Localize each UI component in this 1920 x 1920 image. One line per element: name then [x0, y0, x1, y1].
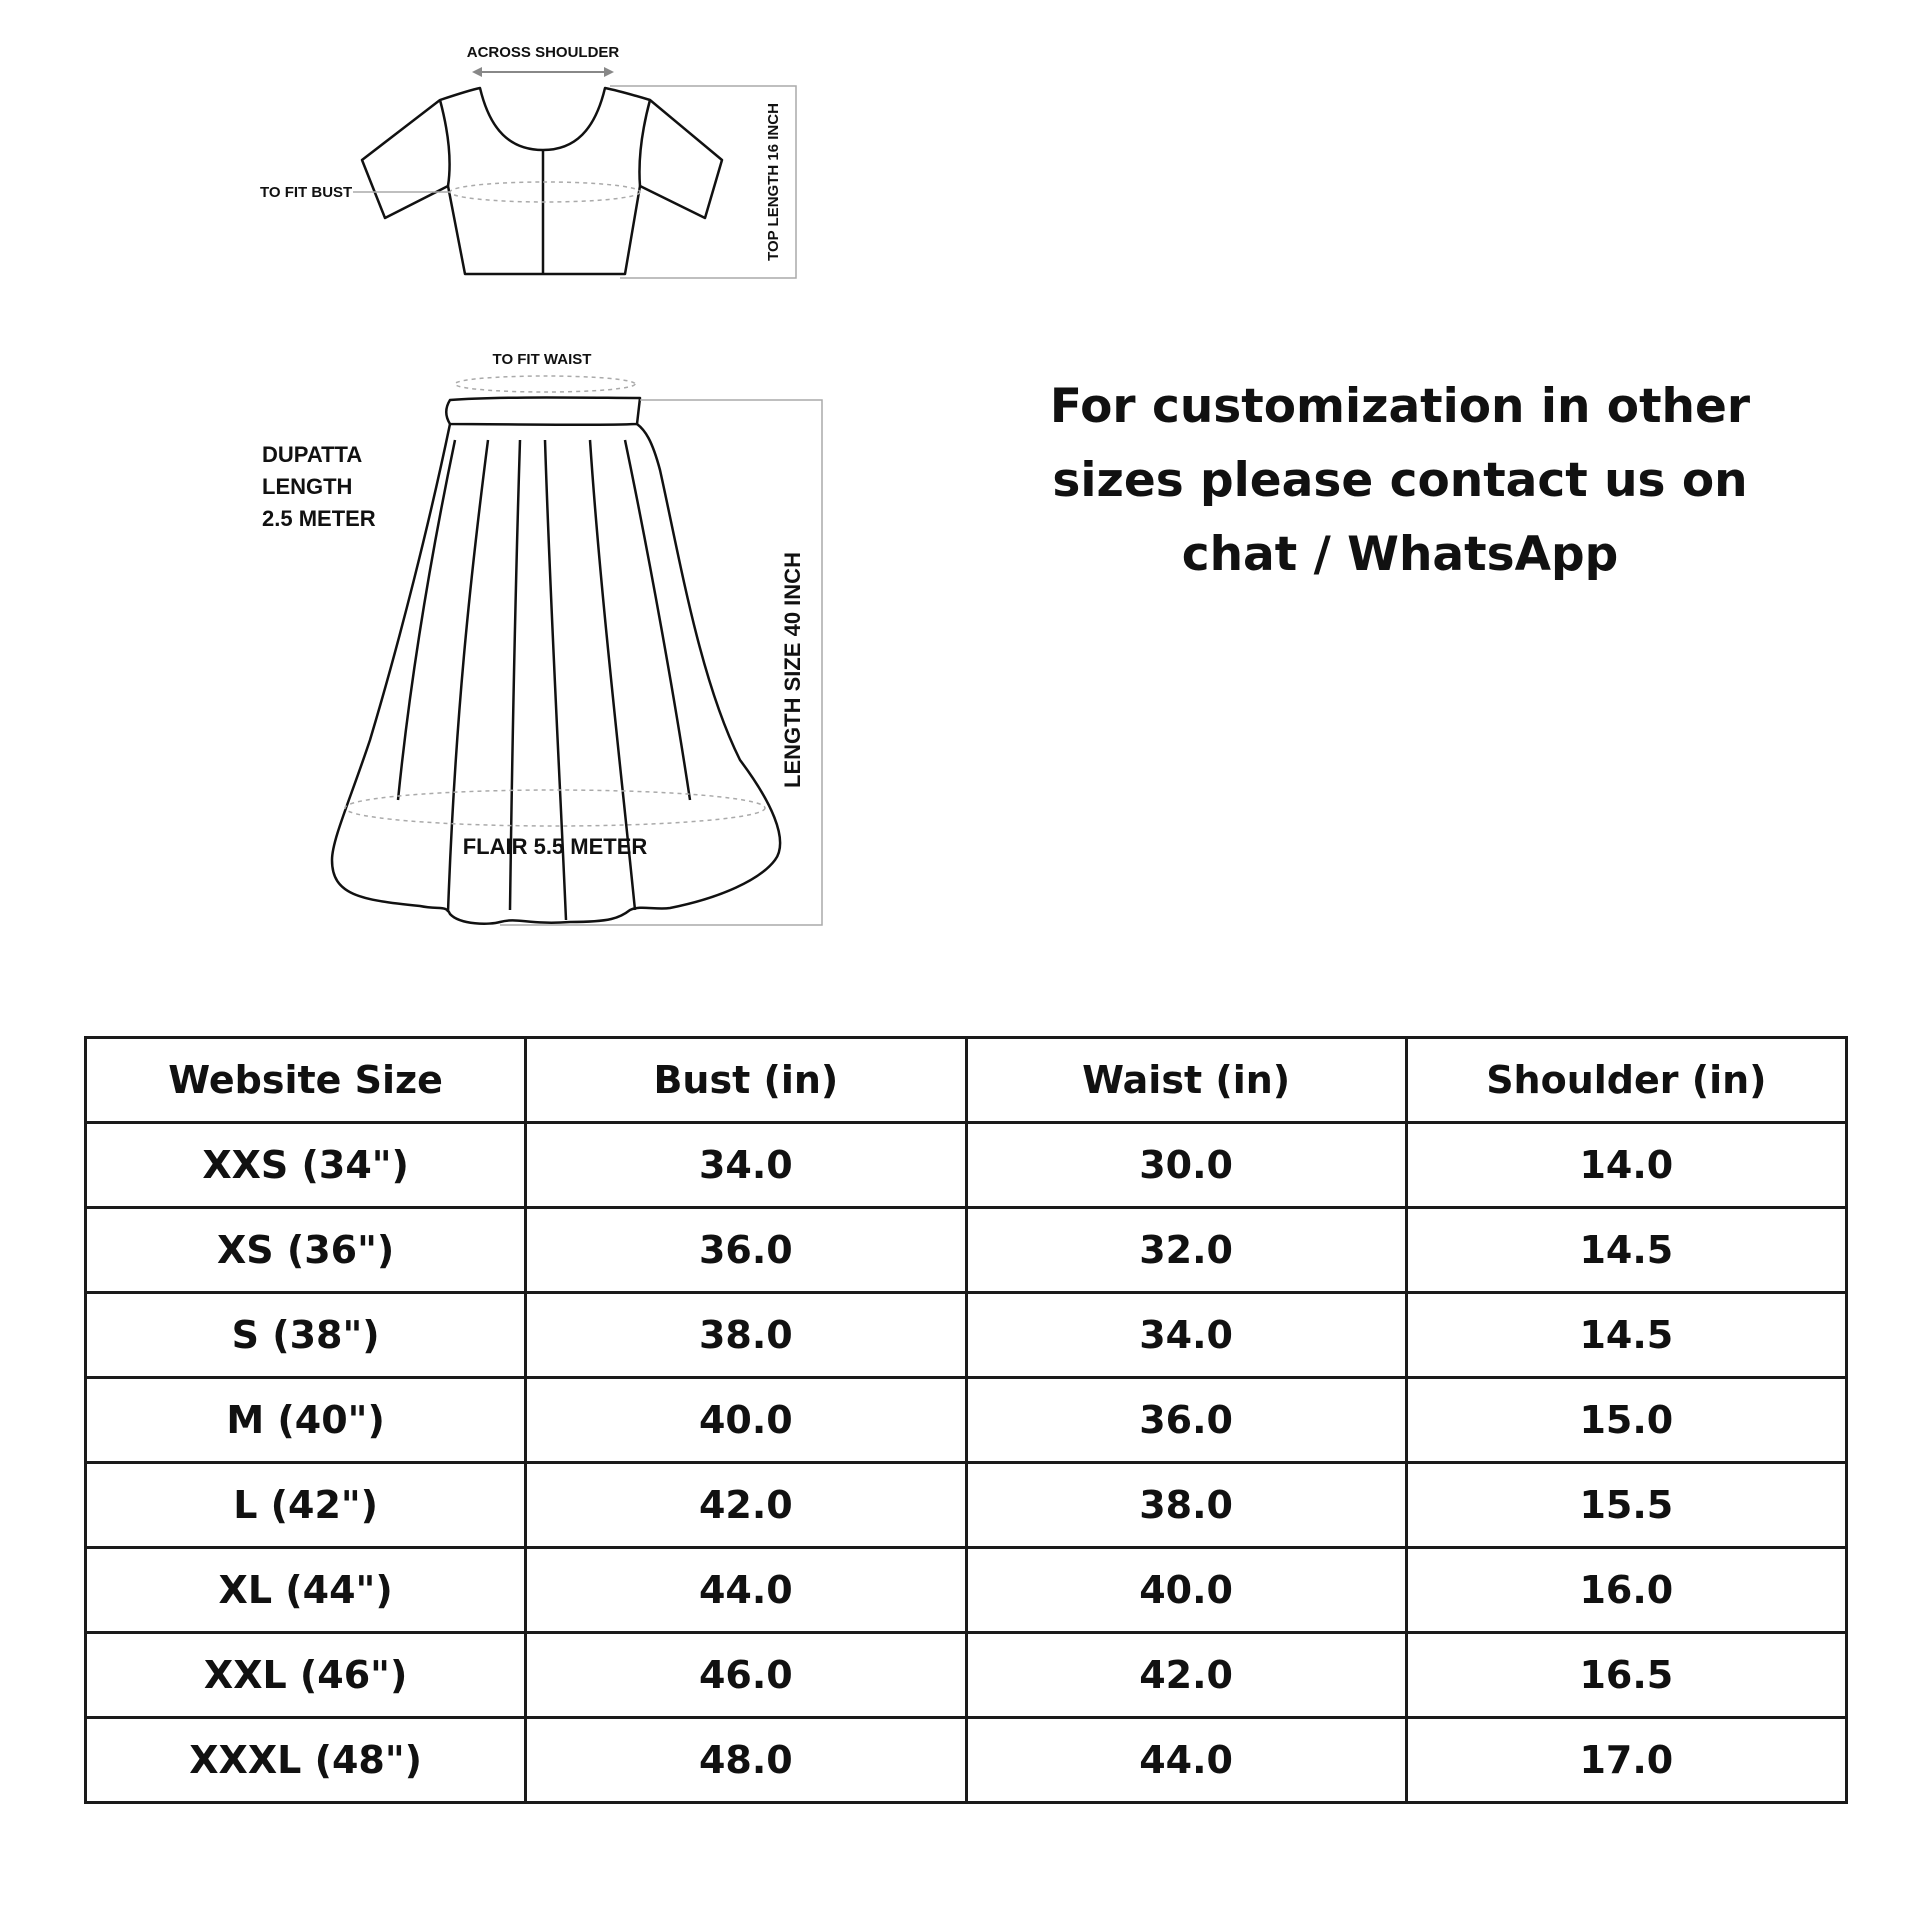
waist-guide	[455, 376, 635, 392]
cell-size: XXXL (48")	[86, 1718, 526, 1803]
cell-size: M (40")	[86, 1378, 526, 1463]
cell-bust: 40.0	[526, 1378, 966, 1463]
to-fit-bust-label: TO FIT BUST	[260, 184, 353, 201]
cell-bust: 44.0	[526, 1548, 966, 1633]
note-line-1: For customization in other	[1049, 379, 1751, 434]
cell-size: S (38")	[86, 1293, 526, 1378]
cell-waist: 34.0	[966, 1293, 1406, 1378]
cell-shoulder: 14.5	[1406, 1208, 1846, 1293]
cell-waist: 36.0	[966, 1378, 1406, 1463]
cell-shoulder: 15.5	[1406, 1463, 1846, 1548]
cell-shoulder: 16.5	[1406, 1633, 1846, 1718]
to-fit-waist-label: TO FIT WAIST	[492, 351, 592, 368]
table-row	[86, 1548, 1847, 1633]
cell-size: XL (44")	[86, 1548, 526, 1633]
cell-shoulder: 15.0	[1406, 1378, 1846, 1463]
cell-shoulder: 14.0	[1406, 1123, 1846, 1208]
cell-bust: 46.0	[526, 1633, 966, 1718]
cell-shoulder: 17.0	[1406, 1718, 1846, 1803]
across-shoulder-arrow	[472, 67, 614, 77]
header-website-size: Website Size	[86, 1038, 526, 1123]
size-chart-table	[84, 1036, 1848, 1804]
cell-size: L (42")	[86, 1463, 526, 1548]
header-bust: Bust (in)	[526, 1038, 966, 1123]
table-row	[86, 1463, 1847, 1548]
flair-label: FLAIR 5.5 METER	[462, 834, 648, 859]
bust-guide	[450, 182, 640, 202]
table-row	[86, 1293, 1847, 1378]
note-line-3: chat / WhatsApp	[1181, 527, 1619, 582]
flair-guide	[345, 790, 765, 826]
blouse-illustration	[362, 88, 722, 274]
cell-bust: 34.0	[526, 1123, 966, 1208]
note-line-2: sizes please contact us on	[1052, 453, 1748, 508]
customization-note	[1040, 370, 1760, 592]
cell-waist: 40.0	[966, 1548, 1406, 1633]
across-shoulder-label: ACROSS SHOULDER	[466, 44, 620, 61]
cell-shoulder: 16.0	[1406, 1548, 1846, 1633]
cell-waist: 44.0	[966, 1718, 1406, 1803]
table-row	[86, 1378, 1847, 1463]
top-length-label: TOP LENGTH 16 INCH	[765, 103, 782, 261]
cell-size: XXL (46")	[86, 1633, 526, 1718]
table-row	[86, 1123, 1847, 1208]
cell-waist: 30.0	[966, 1123, 1406, 1208]
cell-bust: 36.0	[526, 1208, 966, 1293]
cell-size: XXS (34")	[86, 1123, 526, 1208]
cell-waist: 32.0	[966, 1208, 1406, 1293]
dupatta-label-line3: 2.5 METER	[262, 506, 376, 531]
cell-bust: 42.0	[526, 1463, 966, 1548]
length-size-label: LENGTH SIZE 40 INCH	[780, 552, 805, 788]
cell-waist: 38.0	[966, 1463, 1406, 1548]
header-waist: Waist (in)	[966, 1038, 1406, 1123]
dupatta-label-line2: LENGTH	[262, 474, 353, 499]
cell-shoulder: 14.5	[1406, 1293, 1846, 1378]
table-row	[86, 1718, 1847, 1803]
header-shoulder: Shoulder (in)	[1406, 1038, 1846, 1123]
cell-bust: 48.0	[526, 1718, 966, 1803]
cell-size: XS (36")	[86, 1208, 526, 1293]
table-row	[86, 1633, 1847, 1718]
cell-bust: 38.0	[526, 1293, 966, 1378]
table-header-row	[86, 1038, 1847, 1123]
dupatta-label-line1: DUPATTA	[262, 442, 363, 467]
table-row	[86, 1208, 1847, 1293]
cell-waist: 42.0	[966, 1633, 1406, 1718]
